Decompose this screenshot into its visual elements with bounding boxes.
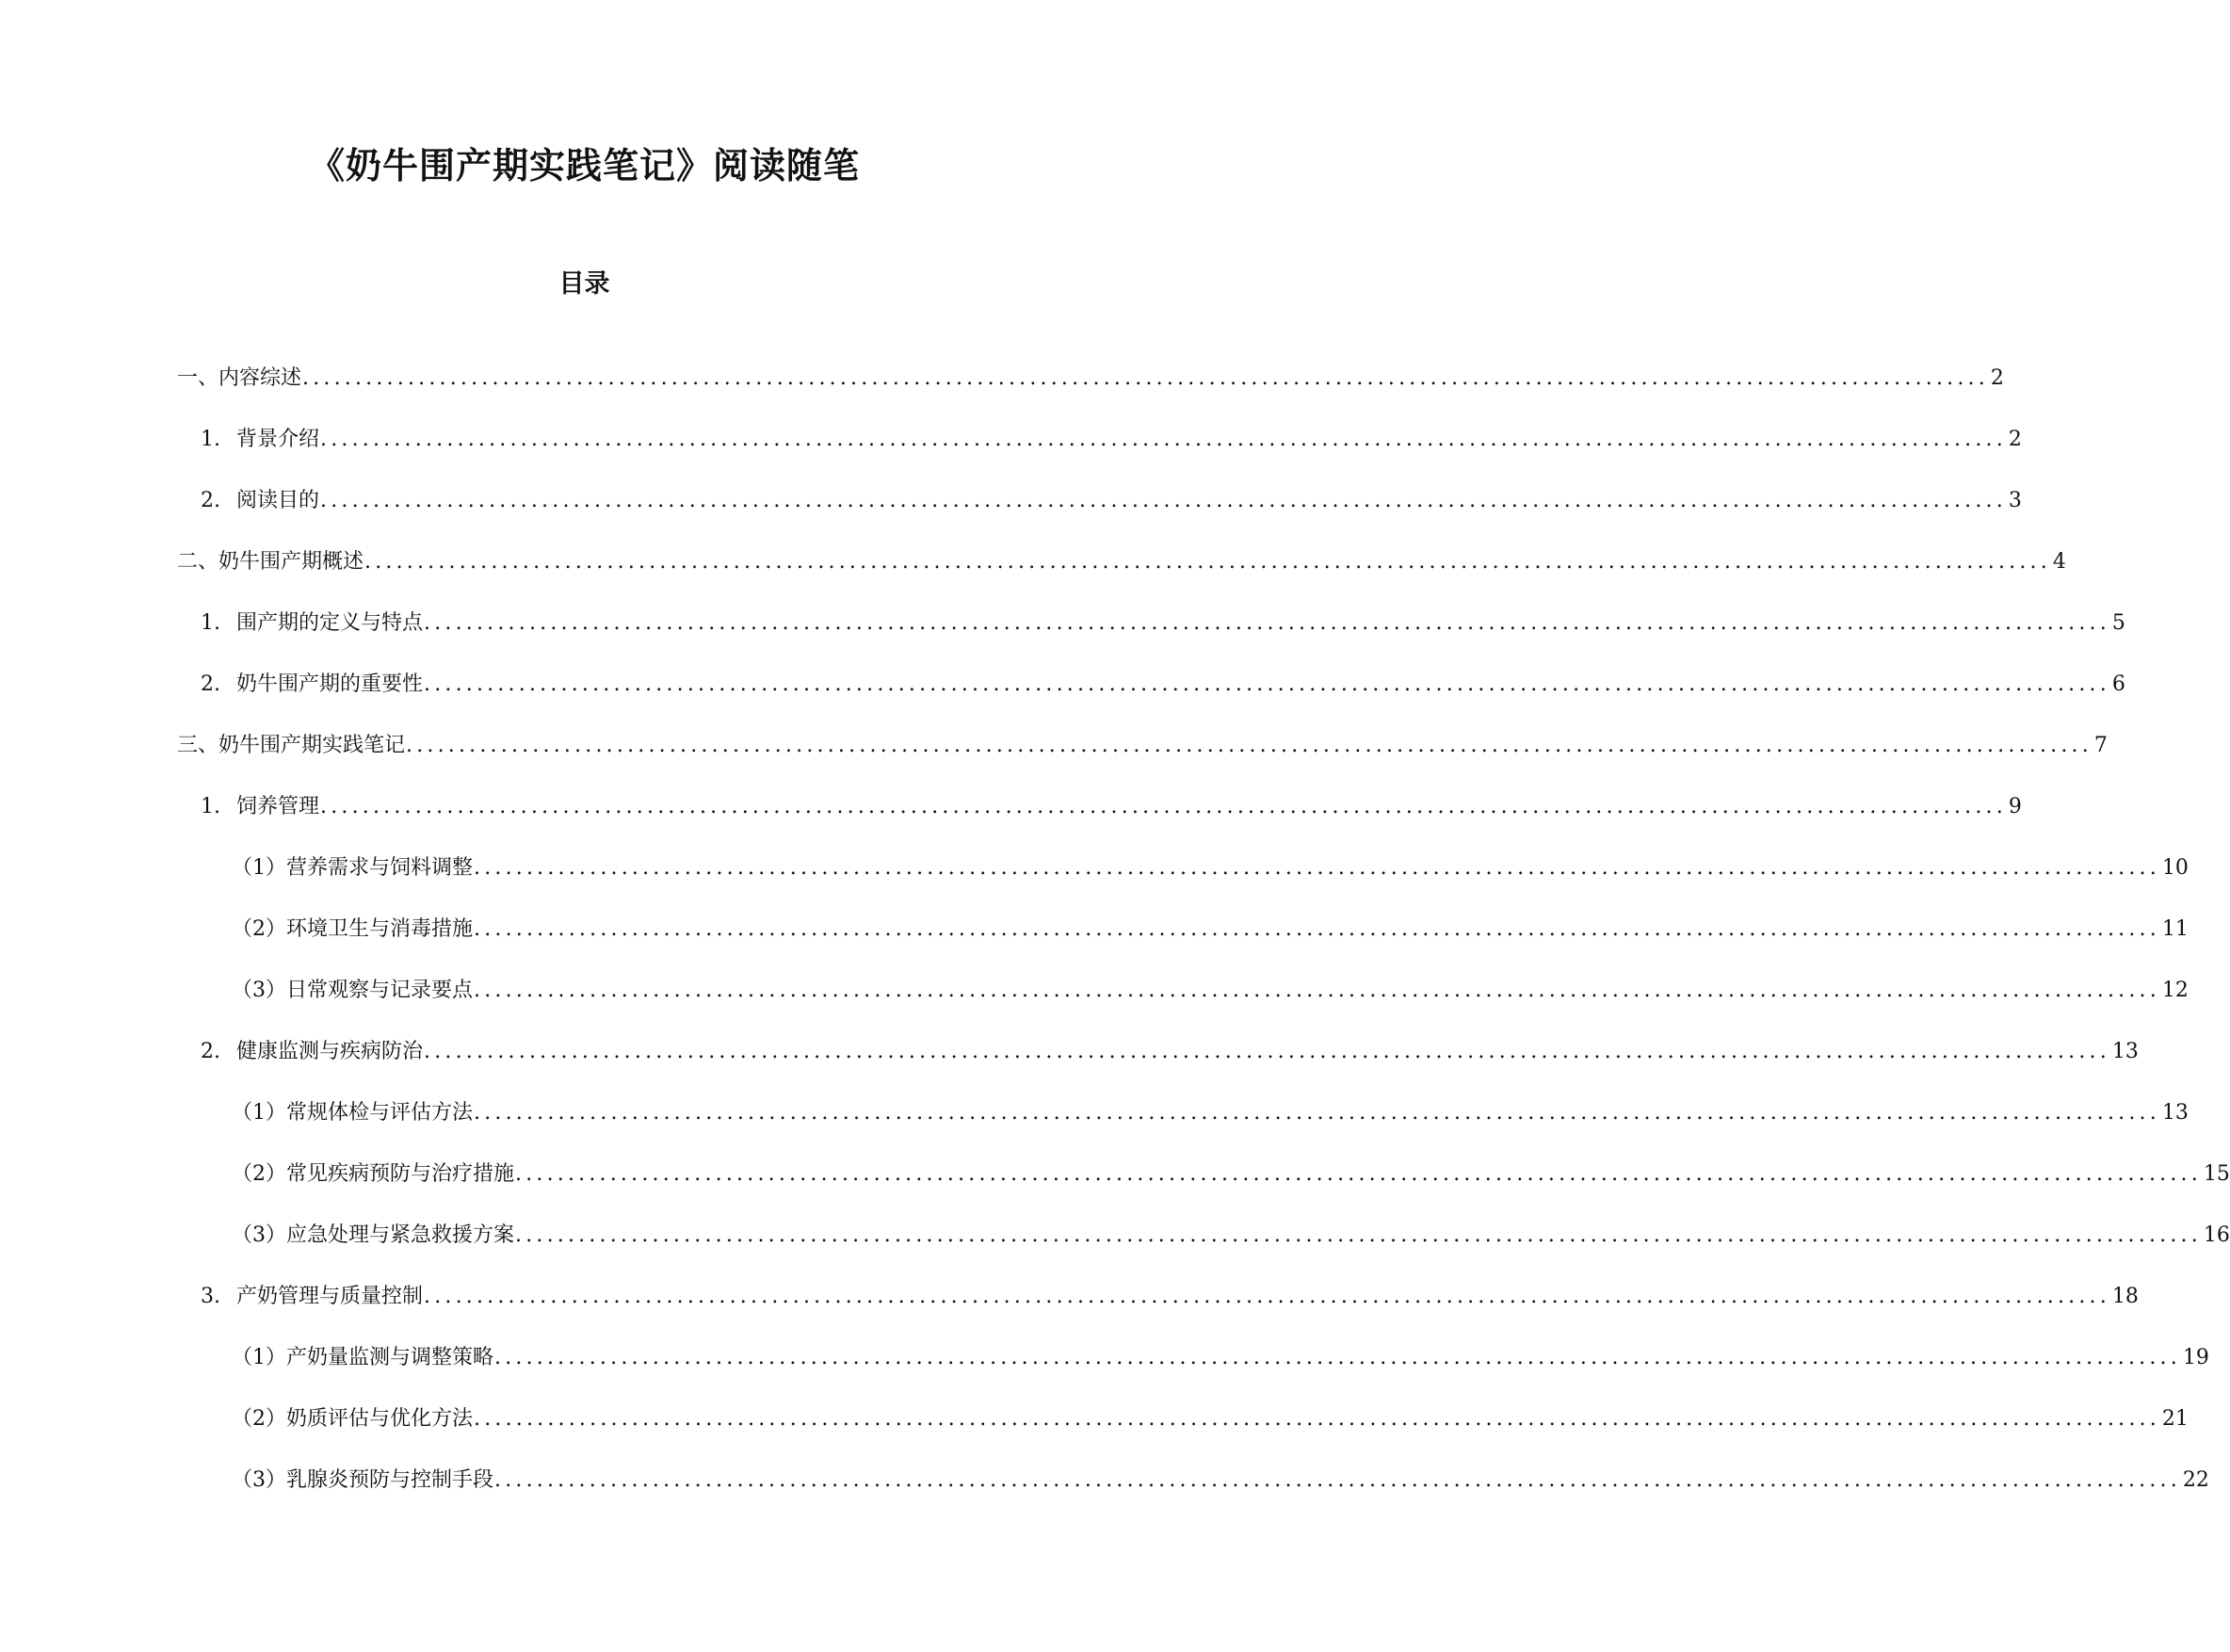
toc-page-number: 22	[2182, 1468, 2209, 1492]
toc-entry-text: （1）营养需求与饲料调整	[232, 856, 473, 880]
toc-entry-text: （2）环境卫生与消毒措施	[232, 917, 473, 941]
toc-entry-text: 一、内容综述	[177, 366, 302, 390]
toc-leader-dots: ................................................................................................................................................................	[424, 672, 2110, 696]
toc-entry-text: （3）日常观察与记录要点	[232, 979, 473, 1002]
toc-entry-text: 产奶管理与质量控制	[236, 1285, 424, 1308]
toc-entry[interactable]	[177, 364, 2004, 394]
toc-entry[interactable]	[232, 976, 2189, 1006]
toc-entry-number: 1.	[201, 611, 220, 635]
toc-leader-dots: ................................................................................................................................................................	[320, 428, 2007, 451]
toc-leader-dots: ................................................................................................................................................................	[515, 1162, 2202, 1186]
toc-leader-dots: ................................................................................................................................................................	[406, 734, 2093, 757]
toc-page-number: 21	[2161, 1407, 2189, 1431]
toc-entry[interactable]	[201, 608, 2125, 639]
toc-page-number: 6	[2111, 672, 2125, 696]
toc-page-number: 13	[2161, 1101, 2189, 1125]
toc-page-number: 10	[2161, 856, 2189, 880]
toc-leader-dots: ................................................................................................................................................................	[474, 917, 2160, 941]
toc-entry[interactable]	[177, 547, 2066, 577]
document-title: 《奶牛围产期实践笔记》阅读随笔	[308, 144, 860, 186]
toc-entry-text: 健康监测与疾病防治	[236, 1040, 424, 1063]
toc-leader-dots: ................................................................................................................................................................	[474, 856, 2160, 880]
toc-leader-dots: ................................................................................................................................................................	[494, 1468, 2181, 1492]
toc-leader-dots: ................................................................................................................................................................	[302, 366, 1989, 390]
toc-entry[interactable]	[201, 670, 2125, 700]
toc-entry[interactable]	[201, 792, 2022, 822]
toc-entry[interactable]	[232, 1404, 2189, 1434]
toc-entry-text: 饲养管理	[236, 795, 320, 818]
toc-leader-dots: ................................................................................................................................................................	[364, 550, 2051, 574]
toc-leader-dots: ................................................................................................................................................................	[424, 1040, 2110, 1063]
toc-entry-number: 3.	[201, 1285, 220, 1308]
toc-page-number: 12	[2161, 979, 2189, 1002]
toc-page-number: 19	[2182, 1346, 2209, 1369]
toc-entry-text: （1）产奶量监测与调整策略	[232, 1346, 493, 1369]
toc-leader-dots: ................................................................................................................................................................	[474, 979, 2160, 1002]
toc-entry[interactable]	[232, 1466, 2209, 1496]
toc-entry[interactable]	[232, 1098, 2189, 1128]
toc-page-number: 16	[2203, 1223, 2230, 1247]
toc-entry-number: 2.	[201, 672, 220, 696]
toc-page-number: 4	[2052, 550, 2066, 574]
toc-leader-dots: ................................................................................................................................................................	[515, 1223, 2202, 1247]
toc-entry[interactable]	[201, 486, 2022, 516]
toc-leader-dots: ................................................................................................................................................................	[320, 489, 2007, 512]
toc-leader-dots: ................................................................................................................................................................	[424, 611, 2110, 635]
toc-leader-dots: ................................................................................................................................................................	[424, 1285, 2110, 1308]
toc-page-number: 9	[2008, 795, 2022, 818]
toc-page-number: 2	[2008, 428, 2022, 451]
toc-entry[interactable]	[232, 915, 2189, 945]
toc-page-number: 11	[2161, 917, 2189, 941]
toc-entry[interactable]	[177, 731, 2108, 761]
toc-entry-text: 三、奶牛围产期实践笔记	[177, 734, 406, 757]
toc-page-number: 7	[2093, 734, 2108, 757]
toc-entry[interactable]	[232, 1221, 2230, 1251]
toc-entry[interactable]	[201, 425, 2022, 455]
toc-entry-text: 背景介绍	[236, 428, 320, 451]
toc-entry[interactable]	[201, 1282, 2139, 1312]
toc-page-number: 18	[2111, 1285, 2139, 1308]
toc-entry-text: （2）常见疾病预防与治疗措施	[232, 1162, 514, 1186]
toc-leader-dots: ................................................................................................................................................................	[474, 1407, 2160, 1431]
toc-entry-text: 阅读目的	[236, 489, 320, 512]
toc-entry-number: 2.	[201, 1040, 220, 1063]
toc-entry-text: （3）乳腺炎预防与控制手段	[232, 1468, 493, 1492]
toc-page-number: 15	[2203, 1162, 2230, 1186]
toc-entry-number: 1.	[201, 795, 220, 818]
toc-entry-text: 二、奶牛围产期概述	[177, 550, 364, 574]
toc-leader-dots: ................................................................................................................................................................	[494, 1346, 2181, 1369]
toc-entry-text: 围产期的定义与特点	[236, 611, 424, 635]
toc-heading: 目录	[558, 269, 610, 299]
toc-entry[interactable]	[201, 1037, 2139, 1067]
toc-leader-dots: ................................................................................................................................................................	[320, 795, 2007, 818]
toc-leader-dots: ................................................................................................................................................................	[474, 1101, 2160, 1125]
toc-page-number: 2	[1990, 366, 2004, 390]
toc-entry-number: 2.	[201, 489, 220, 512]
toc-entry[interactable]	[232, 853, 2189, 883]
toc-entry[interactable]	[232, 1159, 2230, 1190]
toc-entry[interactable]	[232, 1343, 2209, 1373]
toc-entry-text: （3）应急处理与紧急救援方案	[232, 1223, 514, 1247]
toc-entry-text: （2）奶质评估与优化方法	[232, 1407, 473, 1431]
toc-entry-number: 1.	[201, 428, 220, 451]
toc-page-number: 3	[2008, 489, 2022, 512]
toc-entry-text: 奶牛围产期的重要性	[236, 672, 424, 696]
toc-page-number: 13	[2111, 1040, 2139, 1063]
toc-entry-text: （1）常规体检与评估方法	[232, 1101, 473, 1125]
toc-page-number: 5	[2111, 611, 2125, 635]
